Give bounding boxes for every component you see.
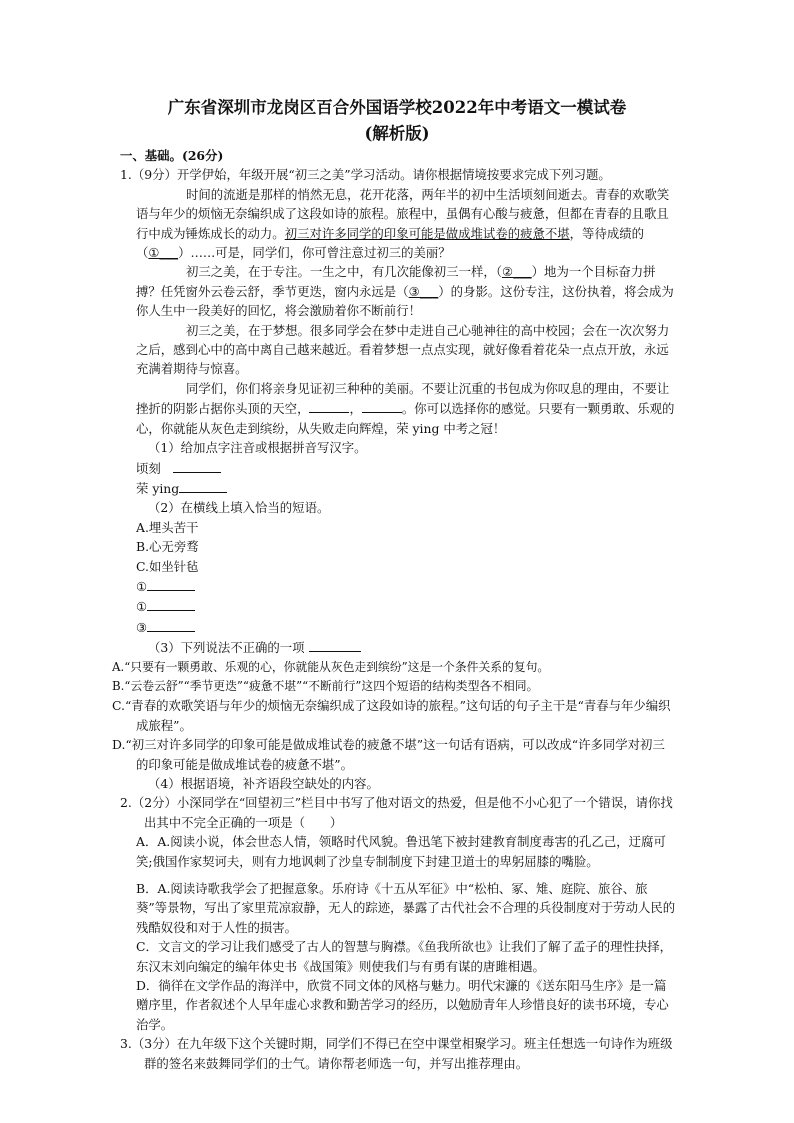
- statement-b: B.“云卷云舒”“季节更迭”“疲惫不堪”“不断前行”这四个短语的结构类型各不相同。: [112, 678, 539, 693]
- sub-question-3: （3）下列说法不正确的一项: [120, 637, 676, 657]
- option-a: A.埋头苦干: [136, 519, 199, 535]
- answer-blank: [179, 478, 227, 493]
- passage-paragraph-1: 时间的流逝是那样的悄然无息，花开花落，两年半的初中生活顷刻间逝去。青春的欢歌笑语与年少的烦恼无奈编织成了这段如诗的旅程。旅程中，虽偶有心酸与疲惫，但都在青春的且歌且行中成为锤炼成长的动力。初三对许多同学的印象可能是做成堆试卷的疲惫不堪，等待成绩的（①___）……可是，同学们，你可曾注意过初三的美丽？: [136, 186, 670, 261]
- question-1-stem: 1.（9分）开学伊始，年级开展“初三之美”学习活动。请你根据情境按要求完成下列习题。: [120, 167, 611, 183]
- passage-paragraph-2: 初三之美，在于专注。一生之中，有几次能像初三一样，（②___）地为一个目标奋力拼搏？任凭窗外云卷云舒，季节更迭，窗内永远是（③___）的身影。这份专注，这份执着，将会成为你人生中一段美好的回忆，将会激励着你不断前行！: [136, 264, 674, 319]
- word-2: 荣 ying: [120, 478, 676, 498]
- document-title: [0, 95, 794, 147]
- exam-content: [112, 146, 676, 1073]
- passage-paragraph-3: 初三之美，在于梦想。很多同学会在梦中走进自己心驰神往的高中校园；会在一次次努力之后，感到心中的高中离自己越来越近。看着梦想一点点实现，就好像看着花朵一点点开放，永远充满着期待与惊喜。: [136, 322, 670, 377]
- option-c: C.如坐针毡: [136, 558, 199, 574]
- passage-paragraph-4: 同学们，你们将亲身见证初三种种的美丽。不要让沉重的书包成为你叹息的理由，不要让挫折的阴影占据你头顶的天空， ， 。你可以选择你的感觉。只要有一颗勇敢、乐观的心，你就能从灰色走到缤纷，从失败走向辉煌，荣 ying 中考之冠！: [136, 380, 675, 436]
- fill-blank-1: ①: [120, 576, 676, 596]
- question-2-option-b: B．A.阅读诗歌我学会了把握意象。乐府诗《十五从军征》中“松柏、冢、雉、庭院、旅谷、旅葵”等景物，写出了家里荒凉寂静，无人的踪迹，暴露了古代社会不合理的兵役制度对于劳动人民的残酷奴役和对于人性的损害。: [136, 881, 676, 935]
- answer-blank: [309, 637, 361, 652]
- question-3-stem: 3.（3分）在九年级下这个关键时期，同学们不得已在空中课堂相聚学习。班主任想选一句诗作为班级群的签名来鼓舞同学们的士气。请你帮老师选一句，并写出推荐理由。: [120, 1036, 673, 1071]
- word-1: 顷刻: [120, 458, 676, 478]
- question-2-option-d: D．徜徉在文学作品的海洋中，欣赏不同文体的风格与魅力。明代宋濂的《送东阳马生序》是一篇赠序里，作者叙述个人早年虚心求教和勤苦学习的经历，以勉励青年人珍惜良好的读书环境，专心治学。: [136, 978, 669, 1032]
- title-line-2: (解析版): [364, 124, 430, 143]
- fill-blank-2: ①: [120, 596, 676, 616]
- title-line-1: 广东省深圳市龙岗区百合外国语学校2022年中考语文一模试卷: [167, 98, 627, 117]
- sub-question-4: （4）根据语境，补齐语段空缺处的内容。: [148, 776, 379, 791]
- answer-blank: [362, 398, 402, 413]
- question-2-stem: 2.（2分）小深同学在“回望初三”栏目中书写了他对语文的热爱，但是他不小心犯了一个错误，请你找出其中不完全正确的一项是（ ）: [120, 795, 673, 830]
- statement-d: D.“初三对许多同学的印象可能是做成堆试卷的疲惫不堪”这一句话有语病，可以改成“许多同学对初三的印象可能是做成堆试卷的疲惫不堪”。: [112, 737, 665, 772]
- sub-question-2: （2）在横线上填入恰当的短语。: [148, 500, 330, 516]
- question-2-option-a: A．A.阅读小说，体会世态人情，领略时代风貌。鲁迅笔下被封建教育制度毒害的孔乙己，迂腐可笑;俄国作家契诃夫，则有力地讽刺了沙皇专制制度下封建卫道士的卑躬屈膝的嘴脸。: [136, 834, 666, 869]
- section-heading: 一、基础。(26分): [120, 148, 224, 163]
- answer-blank: [309, 398, 349, 413]
- answer-blank: [173, 458, 221, 473]
- statement-a: A.“只要有一颗勇敢、乐观的心，你就能从灰色走到缤纷”这是一个条件关系的复句。: [112, 659, 550, 674]
- statement-c: C.“青春的欢歌笑语与年少的烦恼无奈编织成了这段如诗的旅程。”这句话的句子主干是“青春与年少编织成旅程”。: [112, 698, 671, 733]
- underlined-sentence: 初三对许多同学的印象可能是做成堆试卷的疲惫不堪: [284, 225, 570, 241]
- fill-blank-3: ③: [120, 617, 676, 637]
- option-b: B.心无旁骛: [136, 539, 199, 555]
- question-2-option-c: C．文言文的学习让我们感受了古人的智慧与胸襟。《鱼我所欲也》让我们了解了孟子的理性抉择，东汉末刘向编定的编年体史书《战国策》则使我们与有勇有谋的唐雎相遇。: [136, 939, 673, 974]
- sub-question-1: （1）给加点字注音或根据拼音写汉字。: [148, 440, 367, 456]
- question-1-passage: [120, 185, 676, 438]
